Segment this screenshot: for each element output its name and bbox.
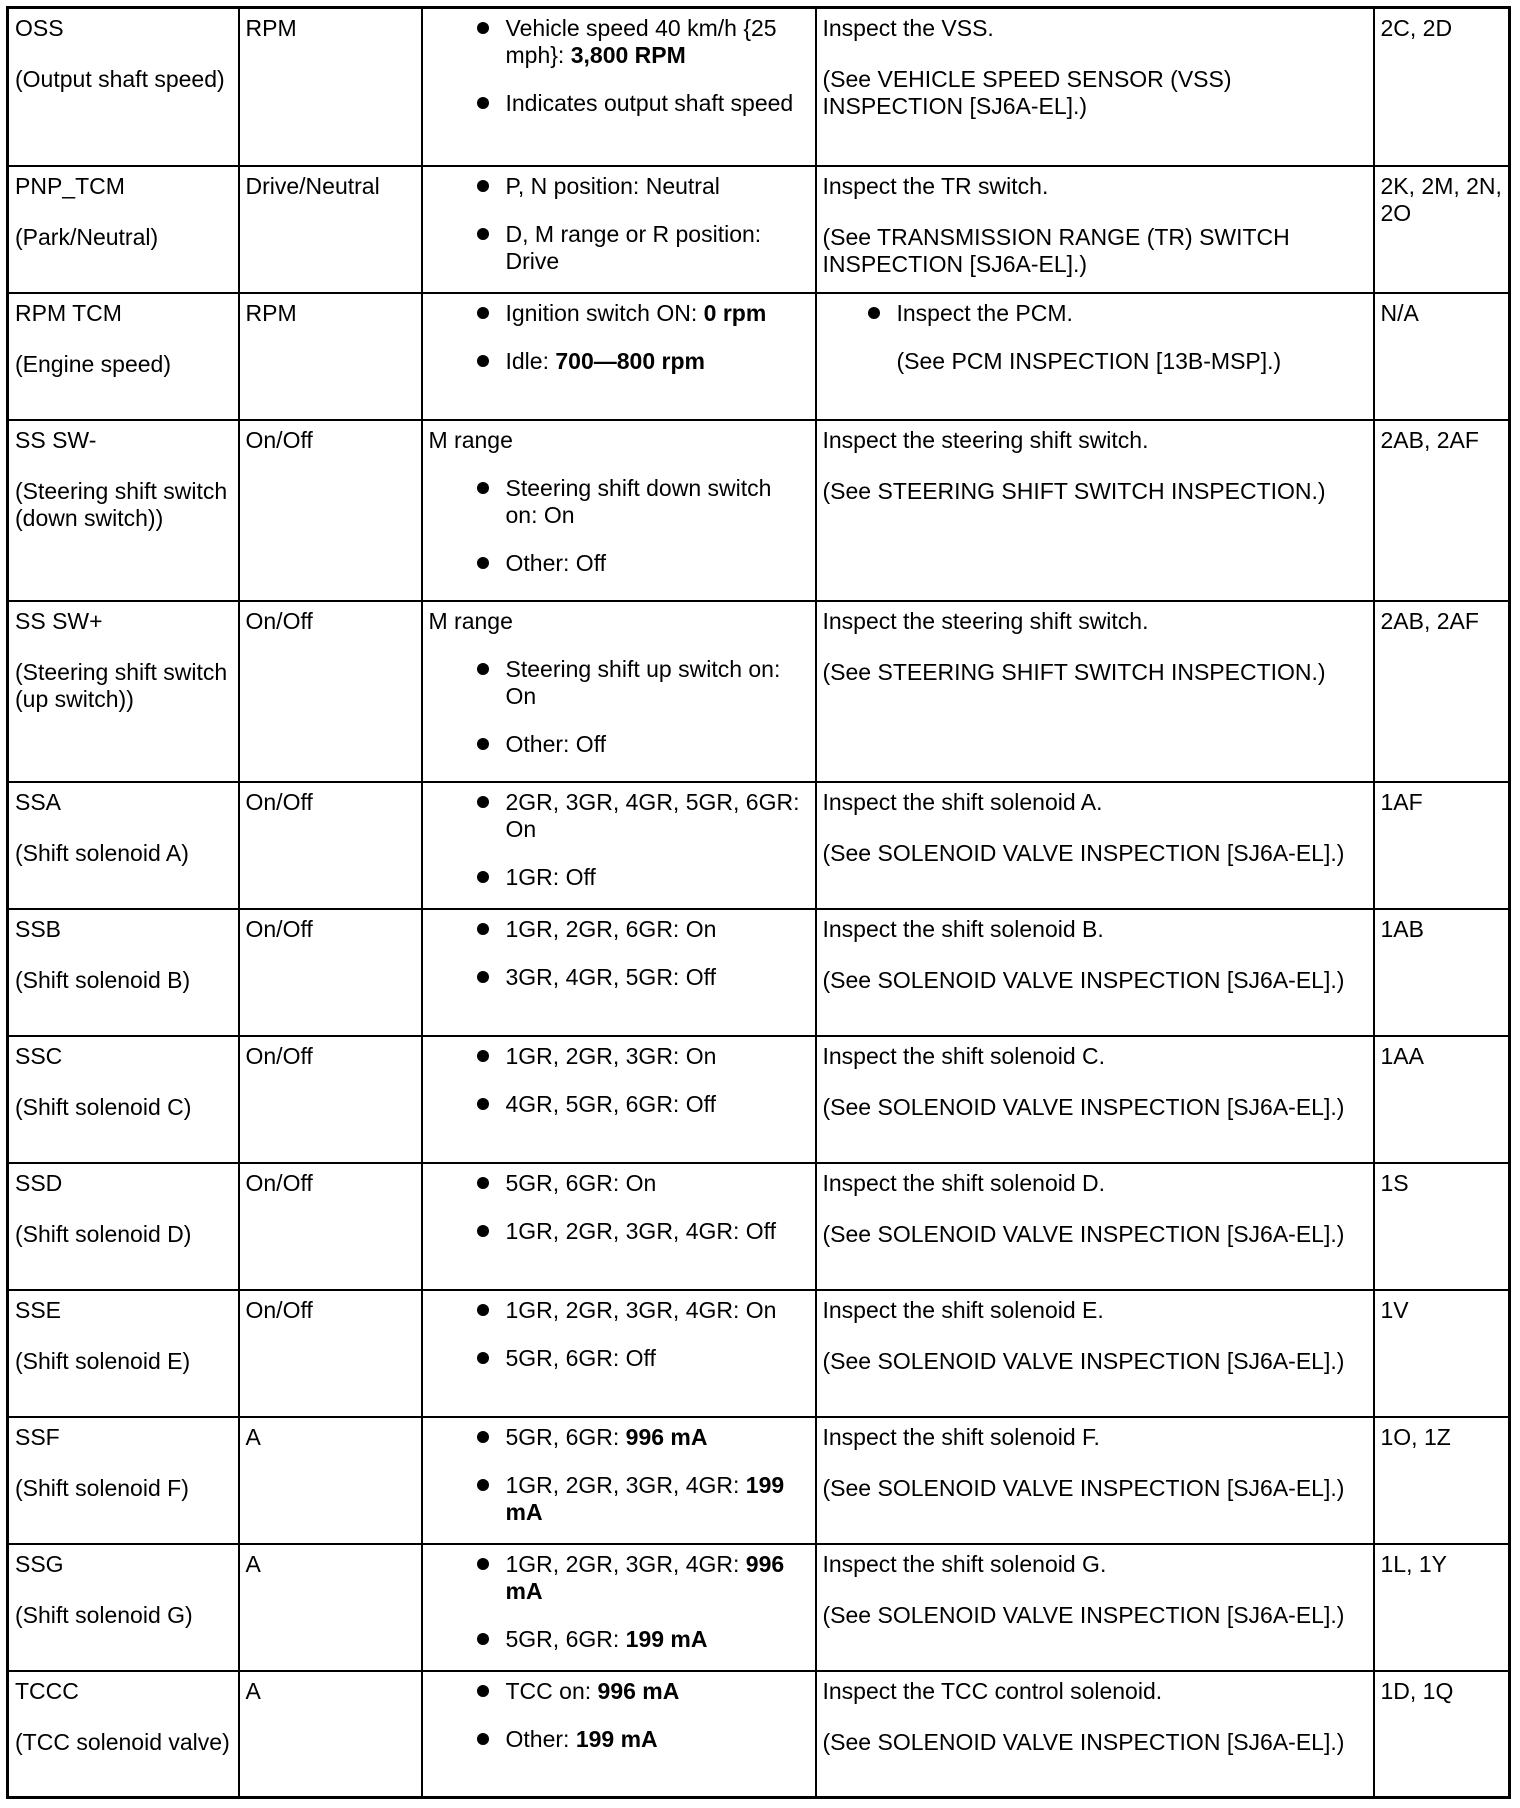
condition-item: [429, 475, 809, 529]
unit-text: On/Off: [245, 1042, 313, 1069]
action-cell: [816, 420, 1374, 601]
item-code: SSE: [15, 1296, 62, 1323]
action-item: [823, 300, 1367, 327]
unit-text: A: [245, 1550, 261, 1577]
item-code: OSS: [15, 15, 64, 41]
terminal-cell: [1374, 420, 1510, 601]
condition-heading: M range: [428, 607, 513, 634]
action-cell: [816, 293, 1374, 420]
item-description: (Shift solenoid A): [15, 839, 189, 866]
condition-item: [429, 731, 809, 758]
action-reference: (See SOLENOID VALVE INSPECTION [SJ6A-EL].): [822, 966, 1345, 993]
condition-cell: [422, 1544, 816, 1671]
condition-cell: [422, 782, 816, 909]
action-reference: (See SOLENOID VALVE INSPECTION [SJ6A-EL].): [822, 1093, 1345, 1120]
item-description: (TCC solenoid valve): [15, 1728, 230, 1755]
condition-text: 1GR, 2GR, 3GR, 4GR: Off: [505, 1217, 777, 1244]
condition-item: [429, 1551, 809, 1605]
action-reference: (See TRANSMISSION RANGE (TR) SWITCH INSPECTION [SJ6A-EL].): [822, 223, 1290, 277]
item-cell: [8, 909, 239, 1036]
condition-text: 5GR, 6GR: Off: [505, 1344, 656, 1371]
item-code: SSD: [15, 1169, 63, 1196]
condition-value: 199 mA: [625, 1625, 708, 1652]
item-code: RPM TCM: [15, 299, 122, 326]
action-reference: (See SOLENOID VALVE INSPECTION [SJ6A-EL].): [822, 1220, 1345, 1247]
unit-cell: [239, 8, 422, 166]
condition-item: [429, 1678, 809, 1705]
action-cell: [816, 1417, 1374, 1544]
item-description: (Shift solenoid C): [15, 1093, 192, 1120]
terminal-text: 2AB, 2AF: [1380, 607, 1479, 634]
condition-value: 700—800 rpm: [555, 347, 705, 374]
table-row: [8, 1671, 1510, 1798]
item-description: (Shift solenoid G): [15, 1601, 193, 1628]
condition-cell: [422, 420, 816, 601]
unit-text: On/Off: [245, 426, 313, 453]
condition-cell: [422, 1671, 816, 1798]
condition-list: [429, 1170, 809, 1245]
condition-text: Vehicle speed 40 km/h {25 mph}:: [505, 15, 777, 68]
action-cell: [816, 601, 1374, 782]
condition-item: [429, 789, 809, 843]
condition-text: 1GR, 2GR, 3GR, 4GR:: [505, 1471, 746, 1498]
unit-text: On/Off: [245, 1296, 313, 1323]
condition-list: [429, 173, 809, 275]
condition-cell: [422, 601, 816, 782]
item-cell: [8, 1671, 239, 1798]
action-text: Inspect the shift solenoid G.: [822, 1550, 1107, 1577]
condition-text: Other: Off: [505, 549, 607, 576]
action-text: Inspect the steering shift switch.: [822, 426, 1149, 453]
action-text: Inspect the shift solenoid B.: [822, 915, 1104, 942]
terminal-text: 1D, 1Q: [1380, 1677, 1454, 1704]
condition-list: [429, 15, 809, 117]
unit-cell: [239, 1290, 422, 1417]
action-reference: (See SOLENOID VALVE INSPECTION [SJ6A-EL].): [822, 1347, 1345, 1374]
action-cell: [816, 782, 1374, 909]
condition-list: [429, 1678, 809, 1753]
action-text: Inspect the PCM.: [896, 299, 1073, 326]
terminal-cell: [1374, 1544, 1510, 1671]
item-cell: [8, 601, 239, 782]
condition-text: Steering shift up switch on: On: [505, 655, 781, 709]
condition-value: 996 mA: [625, 1423, 708, 1450]
item-description: (Shift solenoid E): [15, 1347, 191, 1374]
item-cell: [8, 420, 239, 601]
condition-item: [429, 15, 809, 69]
unit-cell: [239, 1671, 422, 1798]
action-text: Inspect the shift solenoid D.: [822, 1169, 1106, 1196]
action-cell: [816, 166, 1374, 293]
condition-value: 199 mA: [505, 1471, 785, 1525]
condition-item: [429, 1218, 809, 1245]
terminal-text: 1AB: [1380, 915, 1424, 942]
terminal-text: 2AB, 2AF: [1380, 426, 1479, 453]
unit-text: Drive/Neutral: [245, 172, 380, 199]
item-cell: [8, 166, 239, 293]
table-row: [8, 909, 1510, 1036]
condition-text: 5GR, 6GR:: [505, 1625, 626, 1652]
item-cell: [8, 293, 239, 420]
terminal-cell: [1374, 601, 1510, 782]
item-code: SS SW+: [15, 607, 103, 634]
action-reference: (See SOLENOID VALVE INSPECTION [SJ6A-EL].): [822, 839, 1345, 866]
terminal-cell: [1374, 1417, 1510, 1544]
terminal-cell: [1374, 1036, 1510, 1163]
action-cell: [816, 1163, 1374, 1290]
condition-cell: [422, 1290, 816, 1417]
condition-text: 1GR, 2GR, 6GR: On: [505, 915, 717, 942]
condition-heading: M range: [428, 426, 513, 453]
table-row: [8, 1544, 1510, 1671]
terminal-cell: [1374, 8, 1510, 166]
table-body: [8, 8, 1510, 1798]
terminal-text: 1S: [1380, 1169, 1409, 1196]
condition-item: [429, 1297, 809, 1324]
condition-item: [429, 1170, 809, 1197]
condition-list: [429, 1424, 809, 1526]
condition-text: 1GR, 2GR, 3GR: On: [505, 1042, 717, 1069]
action-text: Inspect the VSS.: [822, 15, 994, 41]
unit-cell: [239, 1544, 422, 1671]
terminal-text: 2K, 2M, 2N, 2O: [1380, 172, 1502, 226]
unit-text: On/Off: [245, 915, 313, 942]
condition-cell: [422, 166, 816, 293]
action-list: [823, 300, 1367, 327]
condition-text: Indicates output shaft speed: [505, 90, 794, 116]
terminal-cell: [1374, 166, 1510, 293]
condition-item: [429, 348, 809, 375]
condition-text: 1GR, 2GR, 3GR, 4GR:: [505, 1550, 746, 1577]
unit-text: RPM: [245, 15, 297, 41]
table-row: [8, 166, 1510, 293]
terminal-cell: [1374, 293, 1510, 420]
condition-value: 996 mA: [597, 1677, 680, 1704]
action-text: Inspect the shift solenoid C.: [822, 1042, 1106, 1069]
item-description: (Steering shift switch (up switch)): [15, 658, 228, 712]
unit-cell: [239, 782, 422, 909]
condition-cell: [422, 1417, 816, 1544]
unit-cell: [239, 293, 422, 420]
item-code: SSG: [15, 1550, 64, 1577]
condition-text: 3GR, 4GR, 5GR: Off: [505, 963, 716, 990]
action-text: Inspect the TR switch.: [822, 172, 1049, 199]
table-row: [8, 782, 1510, 909]
terminal-cell: [1374, 1671, 1510, 1798]
unit-cell: [239, 1417, 422, 1544]
condition-list: [429, 1297, 809, 1372]
condition-text: 5GR, 6GR:: [505, 1423, 626, 1450]
item-cell: [8, 1036, 239, 1163]
table-row: [8, 1163, 1510, 1290]
condition-item: [429, 1472, 809, 1526]
item-cell: [8, 1163, 239, 1290]
terminal-text: 1AF: [1380, 788, 1423, 815]
action-reference: (See STEERING SHIFT SWITCH INSPECTION.): [822, 658, 1326, 685]
terminal-text: N/A: [1380, 299, 1419, 326]
condition-list: [429, 1551, 809, 1653]
item-cell: [8, 1290, 239, 1417]
action-cell: [816, 1290, 1374, 1417]
unit-text: A: [245, 1677, 261, 1704]
action-cell: [816, 1036, 1374, 1163]
unit-cell: [239, 1036, 422, 1163]
terminal-text: 1AA: [1380, 1042, 1424, 1069]
action-reference: (See PCM INSPECTION [13B-MSP].): [896, 347, 1282, 374]
item-code: SSB: [15, 915, 62, 942]
terminal-cell: [1374, 909, 1510, 1036]
terminal-text: 1L, 1Y: [1380, 1550, 1447, 1577]
condition-value: 199 mA: [575, 1725, 658, 1752]
terminal-text: 1O, 1Z: [1380, 1423, 1451, 1450]
item-code: TCCC: [15, 1677, 79, 1704]
action-reference: (See SOLENOID VALVE INSPECTION [SJ6A-EL].): [822, 1474, 1345, 1501]
condition-cell: [422, 8, 816, 166]
condition-value: 3,800 RPM: [570, 42, 686, 68]
unit-text: On/Off: [245, 788, 313, 815]
table-row: [8, 1290, 1510, 1417]
condition-list: [429, 789, 809, 891]
condition-item: [429, 1626, 809, 1653]
table-row: [8, 601, 1510, 782]
unit-text: On/Off: [245, 607, 313, 634]
item-cell: [8, 1544, 239, 1671]
item-description: (Shift solenoid F): [15, 1474, 189, 1501]
unit-text: On/Off: [245, 1169, 313, 1196]
condition-item: [429, 1043, 809, 1070]
action-text: Inspect the shift solenoid A.: [822, 788, 1103, 815]
condition-list: [429, 916, 809, 991]
condition-text: 4GR, 5GR, 6GR: Off: [505, 1090, 716, 1117]
condition-item: [429, 1726, 809, 1753]
action-cell: [816, 909, 1374, 1036]
action-text: Inspect the shift solenoid F.: [822, 1423, 1100, 1450]
unit-cell: [239, 166, 422, 293]
table-row: [8, 293, 1510, 420]
item-description: (Output shaft speed): [15, 66, 225, 92]
condition-text: TCC on:: [505, 1677, 598, 1704]
condition-item: [429, 1091, 809, 1118]
condition-value: 0 rpm: [703, 299, 767, 326]
item-code: SS SW-: [15, 426, 97, 453]
condition-item: [429, 173, 809, 200]
condition-text: 1GR: Off: [505, 863, 596, 890]
unit-text: A: [245, 1423, 261, 1450]
terminal-cell: [1374, 1290, 1510, 1417]
terminal-text: 1V: [1380, 1296, 1409, 1323]
table-row: [8, 8, 1510, 166]
condition-list: [429, 300, 809, 375]
condition-item: [429, 300, 809, 327]
condition-cell: [422, 293, 816, 420]
condition-text: Other: Off: [505, 730, 607, 757]
unit-cell: [239, 420, 422, 601]
action-cell: [816, 1671, 1374, 1798]
unit-text: RPM: [245, 299, 297, 326]
table-row: [8, 420, 1510, 601]
table-row: [8, 1417, 1510, 1544]
condition-text: P, N position: Neutral: [505, 172, 720, 199]
action-text: Inspect the steering shift switch.: [822, 607, 1149, 634]
condition-cell: [422, 909, 816, 1036]
condition-item: [429, 916, 809, 943]
condition-text: Steering shift down switch on: On: [505, 474, 772, 528]
table-row: [8, 1036, 1510, 1163]
condition-text: 1GR, 2GR, 3GR, 4GR: On: [505, 1296, 777, 1323]
condition-list: [429, 475, 809, 577]
condition-text: Idle:: [505, 347, 556, 374]
item-code: SSC: [15, 1042, 63, 1069]
unit-cell: [239, 909, 422, 1036]
item-description: (Shift solenoid D): [15, 1220, 192, 1247]
condition-item: [429, 864, 809, 891]
action-text: Inspect the shift solenoid E.: [822, 1296, 1104, 1323]
condition-list: [429, 1043, 809, 1118]
item-cell: [8, 782, 239, 909]
condition-list: [429, 656, 809, 758]
monitor-item-table: [6, 6, 1511, 1799]
terminal-cell: [1374, 1163, 1510, 1290]
condition-text: 5GR, 6GR: On: [505, 1169, 657, 1196]
unit-cell: [239, 1163, 422, 1290]
condition-item: [429, 656, 809, 710]
item-description: (Engine speed): [15, 350, 171, 377]
condition-text: D, M range or R position: Drive: [505, 220, 762, 274]
condition-item: [429, 221, 809, 275]
action-reference: (See SOLENOID VALVE INSPECTION [SJ6A-EL].): [822, 1601, 1345, 1628]
condition-item: [429, 90, 809, 117]
condition-item: [429, 964, 809, 991]
unit-cell: [239, 601, 422, 782]
condition-cell: [422, 1163, 816, 1290]
action-cell: [816, 1544, 1374, 1671]
item-description: (Shift solenoid B): [15, 966, 191, 993]
terminal-text: 2C, 2D: [1380, 15, 1453, 41]
action-cell: [816, 8, 1374, 166]
item-description: (Park/Neutral): [15, 223, 159, 250]
condition-item: [429, 1345, 809, 1372]
condition-text: 2GR, 3GR, 4GR, 5GR, 6GR: On: [505, 788, 800, 842]
item-description: (Steering shift switch (down switch)): [15, 477, 228, 531]
action-text: Inspect the TCC control solenoid.: [822, 1677, 1163, 1704]
item-cell: [8, 1417, 239, 1544]
action-reference: (See VEHICLE SPEED SENSOR (VSS) INSPECTION [SJ6A-EL].): [822, 66, 1232, 119]
condition-text: Ignition switch ON:: [505, 299, 704, 326]
item-code: SSA: [15, 788, 62, 815]
condition-item: [429, 550, 809, 577]
condition-text: Other:: [505, 1725, 576, 1752]
action-reference: (See SOLENOID VALVE INSPECTION [SJ6A-EL].): [822, 1728, 1345, 1755]
condition-item: [429, 1424, 809, 1451]
item-cell: [8, 8, 239, 166]
terminal-cell: [1374, 782, 1510, 909]
condition-value: 996 mA: [505, 1550, 785, 1604]
action-reference: (See STEERING SHIFT SWITCH INSPECTION.): [822, 477, 1326, 504]
item-code: SSF: [15, 1423, 60, 1450]
condition-cell: [422, 1036, 816, 1163]
item-code: PNP_TCM: [15, 172, 125, 199]
